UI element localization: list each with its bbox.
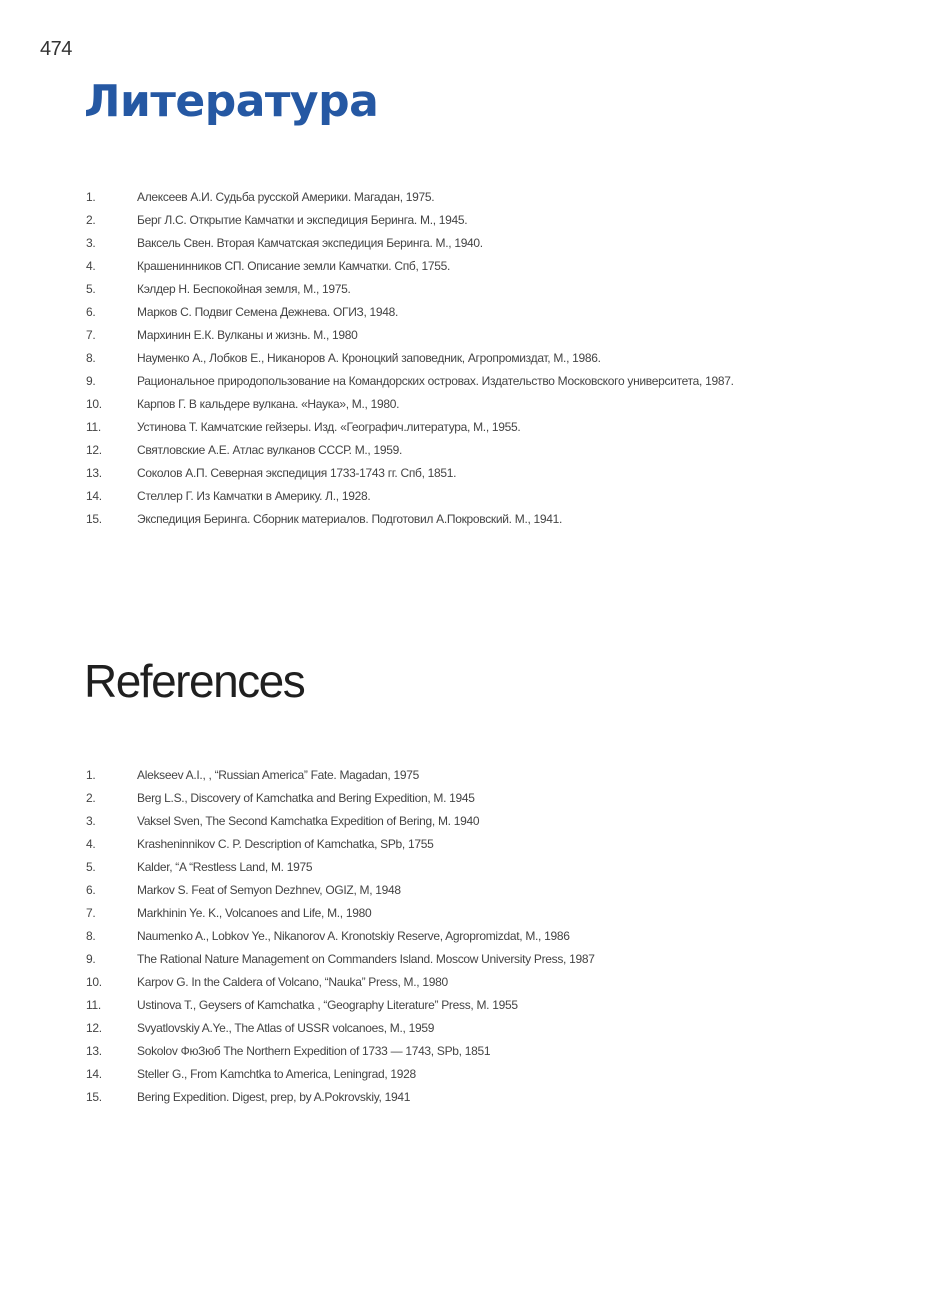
reference-number: 15.	[86, 512, 102, 526]
reference-number: 10.	[86, 975, 102, 989]
reference-number: 9.	[86, 952, 96, 966]
reference-item	[0, 393, 938, 416]
reference-text: Berg L.S., Discovery of Kamchatka and Bering Expedition, M. 1945	[137, 791, 475, 805]
reference-item	[0, 879, 938, 902]
reference-item	[0, 186, 938, 209]
reference-text: Vaksel Sven, The Second Kamchatka Expedition of Bering, M. 1940	[137, 814, 480, 828]
reference-number: 11.	[86, 420, 101, 434]
reference-number: 13.	[86, 1044, 102, 1058]
reference-number: 3.	[86, 236, 96, 250]
reference-text: Ustinova T., Geysers of Kamchatka , “Geography Literature” Press, M. 1955	[137, 998, 518, 1012]
reference-text: Карпов Г. В кальдере вулкана. «Наука», М., 1980.	[137, 397, 400, 411]
reference-text: Kalder, “A “Restless Land, M. 1975	[137, 860, 313, 874]
reference-text: Устинова Т. Камчатские гейзеры. Изд. «Географич.литература, М., 1955.	[137, 420, 521, 434]
literature-heading-ru: Литература	[84, 76, 379, 127]
reference-item	[0, 948, 938, 971]
reference-item	[0, 255, 938, 278]
reference-text: The Rational Nature Management on Commanders Island. Moscow University Press, 1987	[137, 952, 595, 966]
reference-item	[0, 994, 938, 1017]
reference-item	[0, 1040, 938, 1063]
reference-item	[0, 508, 938, 531]
reference-text: Марков С. Подвиг Семена Дежнева. ОГИЗ, 1948.	[137, 305, 399, 319]
reference-number: 11.	[86, 998, 101, 1012]
reference-item	[0, 485, 938, 508]
reference-item	[0, 324, 938, 347]
reference-item	[0, 416, 938, 439]
reference-number: 12.	[86, 1021, 102, 1035]
reference-text: Кэлдер Н. Беспокойная земля, М., 1975.	[137, 282, 351, 296]
reference-text: Karpov G. In the Caldera of Volcano, “Nauka” Press, M., 1980	[137, 975, 448, 989]
reference-number: 7.	[86, 906, 96, 920]
reference-number: 5.	[86, 282, 96, 296]
reference-text: Стеллер Г. Из Камчатки в Америку. Л., 1928.	[137, 489, 371, 503]
reference-item	[0, 1063, 938, 1086]
reference-number: 4.	[86, 259, 96, 273]
reference-text: Markhinin Ye. K., Volcanoes and Life, M., 1980	[137, 906, 372, 920]
reference-number: 10.	[86, 397, 102, 411]
reference-number: 12.	[86, 443, 102, 457]
reference-item	[0, 764, 938, 787]
reference-list-en	[0, 764, 938, 1109]
reference-number: 15.	[86, 1090, 102, 1104]
reference-item	[0, 278, 938, 301]
reference-number: 8.	[86, 929, 96, 943]
reference-number: 6.	[86, 883, 96, 897]
reference-text: Науменко А., Лобков Е., Никаноров А. Кроноцкий заповедник, Агропромиздат, М., 1986.	[137, 351, 601, 365]
reference-text: Крашенинников СП. Описание земли Камчатки. Спб, 1755.	[137, 259, 451, 273]
page-number: 474	[40, 38, 72, 60]
reference-item	[0, 462, 938, 485]
reference-text: Берг Л.С. Открытие Камчатки и экспедиция Беринга. М., 1945.	[137, 213, 468, 227]
reference-text: Bering Expedition. Digest, prep, by A.Pokrovskiy, 1941	[137, 1090, 411, 1104]
reference-item	[0, 856, 938, 879]
reference-number: 2.	[86, 213, 96, 227]
reference-item	[0, 370, 938, 393]
reference-item	[0, 439, 938, 462]
reference-text: Markov S. Feat of Semyon Dezhnev, OGIZ, M, 1948	[137, 883, 401, 897]
reference-number: 6.	[86, 305, 96, 319]
reference-number: 7.	[86, 328, 96, 342]
reference-number: 14.	[86, 489, 102, 503]
reference-item	[0, 902, 938, 925]
reference-item	[0, 787, 938, 810]
reference-text: Sokolov ФюЗюб The Northern Expedition of 1733 — 1743, SPb, 1851	[137, 1044, 491, 1058]
reference-item	[0, 833, 938, 856]
reference-text: Alekseev A.I., , “Russian America” Fate. Magadan, 1975	[137, 768, 419, 782]
reference-number: 4.	[86, 837, 96, 851]
reference-text: Ваксель Свен. Вторая Камчатская экспедиция Беринга. М., 1940.	[137, 236, 483, 250]
reference-number: 3.	[86, 814, 96, 828]
reference-item	[0, 1086, 938, 1109]
reference-text: Рациональное природопользование на Командорских островах. Издательство Московского университета, 1987.	[137, 374, 734, 388]
reference-item	[0, 232, 938, 255]
reference-list-ru	[0, 186, 938, 531]
reference-item	[0, 209, 938, 232]
reference-text: Святловские А.Е. Атлас вулканов СССР. М., 1959.	[137, 443, 403, 457]
references-heading-en: References	[84, 655, 305, 707]
reference-number: 9.	[86, 374, 96, 388]
reference-number: 2.	[86, 791, 96, 805]
reference-item	[0, 971, 938, 994]
reference-text: Steller G., From Kamchtka to America, Leningrad, 1928	[137, 1067, 416, 1081]
reference-text: Соколов А.П. Северная экспедиция 1733-1743 гг. Спб, 1851.	[137, 466, 457, 480]
reference-text: Мархинин Е.К. Вулканы и жизнь. М., 1980	[137, 328, 358, 342]
reference-text: Алексеев А.И. Судьба русской Америки. Магадан, 1975.	[137, 190, 435, 204]
reference-text: Naumenko A., Lobkov Ye., Nikanorov A. Kronotskiy Reserve, Agropromizdat, M., 1986	[137, 929, 570, 943]
reference-item	[0, 810, 938, 833]
reference-number: 5.	[86, 860, 96, 874]
reference-item	[0, 1017, 938, 1040]
reference-number: 8.	[86, 351, 96, 365]
reference-number: 14.	[86, 1067, 102, 1081]
reference-item	[0, 301, 938, 324]
reference-number: 13.	[86, 466, 102, 480]
reference-text: Svyatlovskiy A.Ye., The Atlas of USSR volcanoes, M., 1959	[137, 1021, 435, 1035]
reference-item	[0, 347, 938, 370]
reference-number: 1.	[86, 768, 96, 782]
reference-number: 1.	[86, 190, 96, 204]
reference-item	[0, 925, 938, 948]
reference-text: Экспедиция Беринга. Сборник материалов. Подготовил А.Покровский. М., 1941.	[137, 512, 563, 526]
reference-text: Krasheninnikov C. P. Description of Kamchatka, SPb, 1755	[137, 837, 434, 851]
